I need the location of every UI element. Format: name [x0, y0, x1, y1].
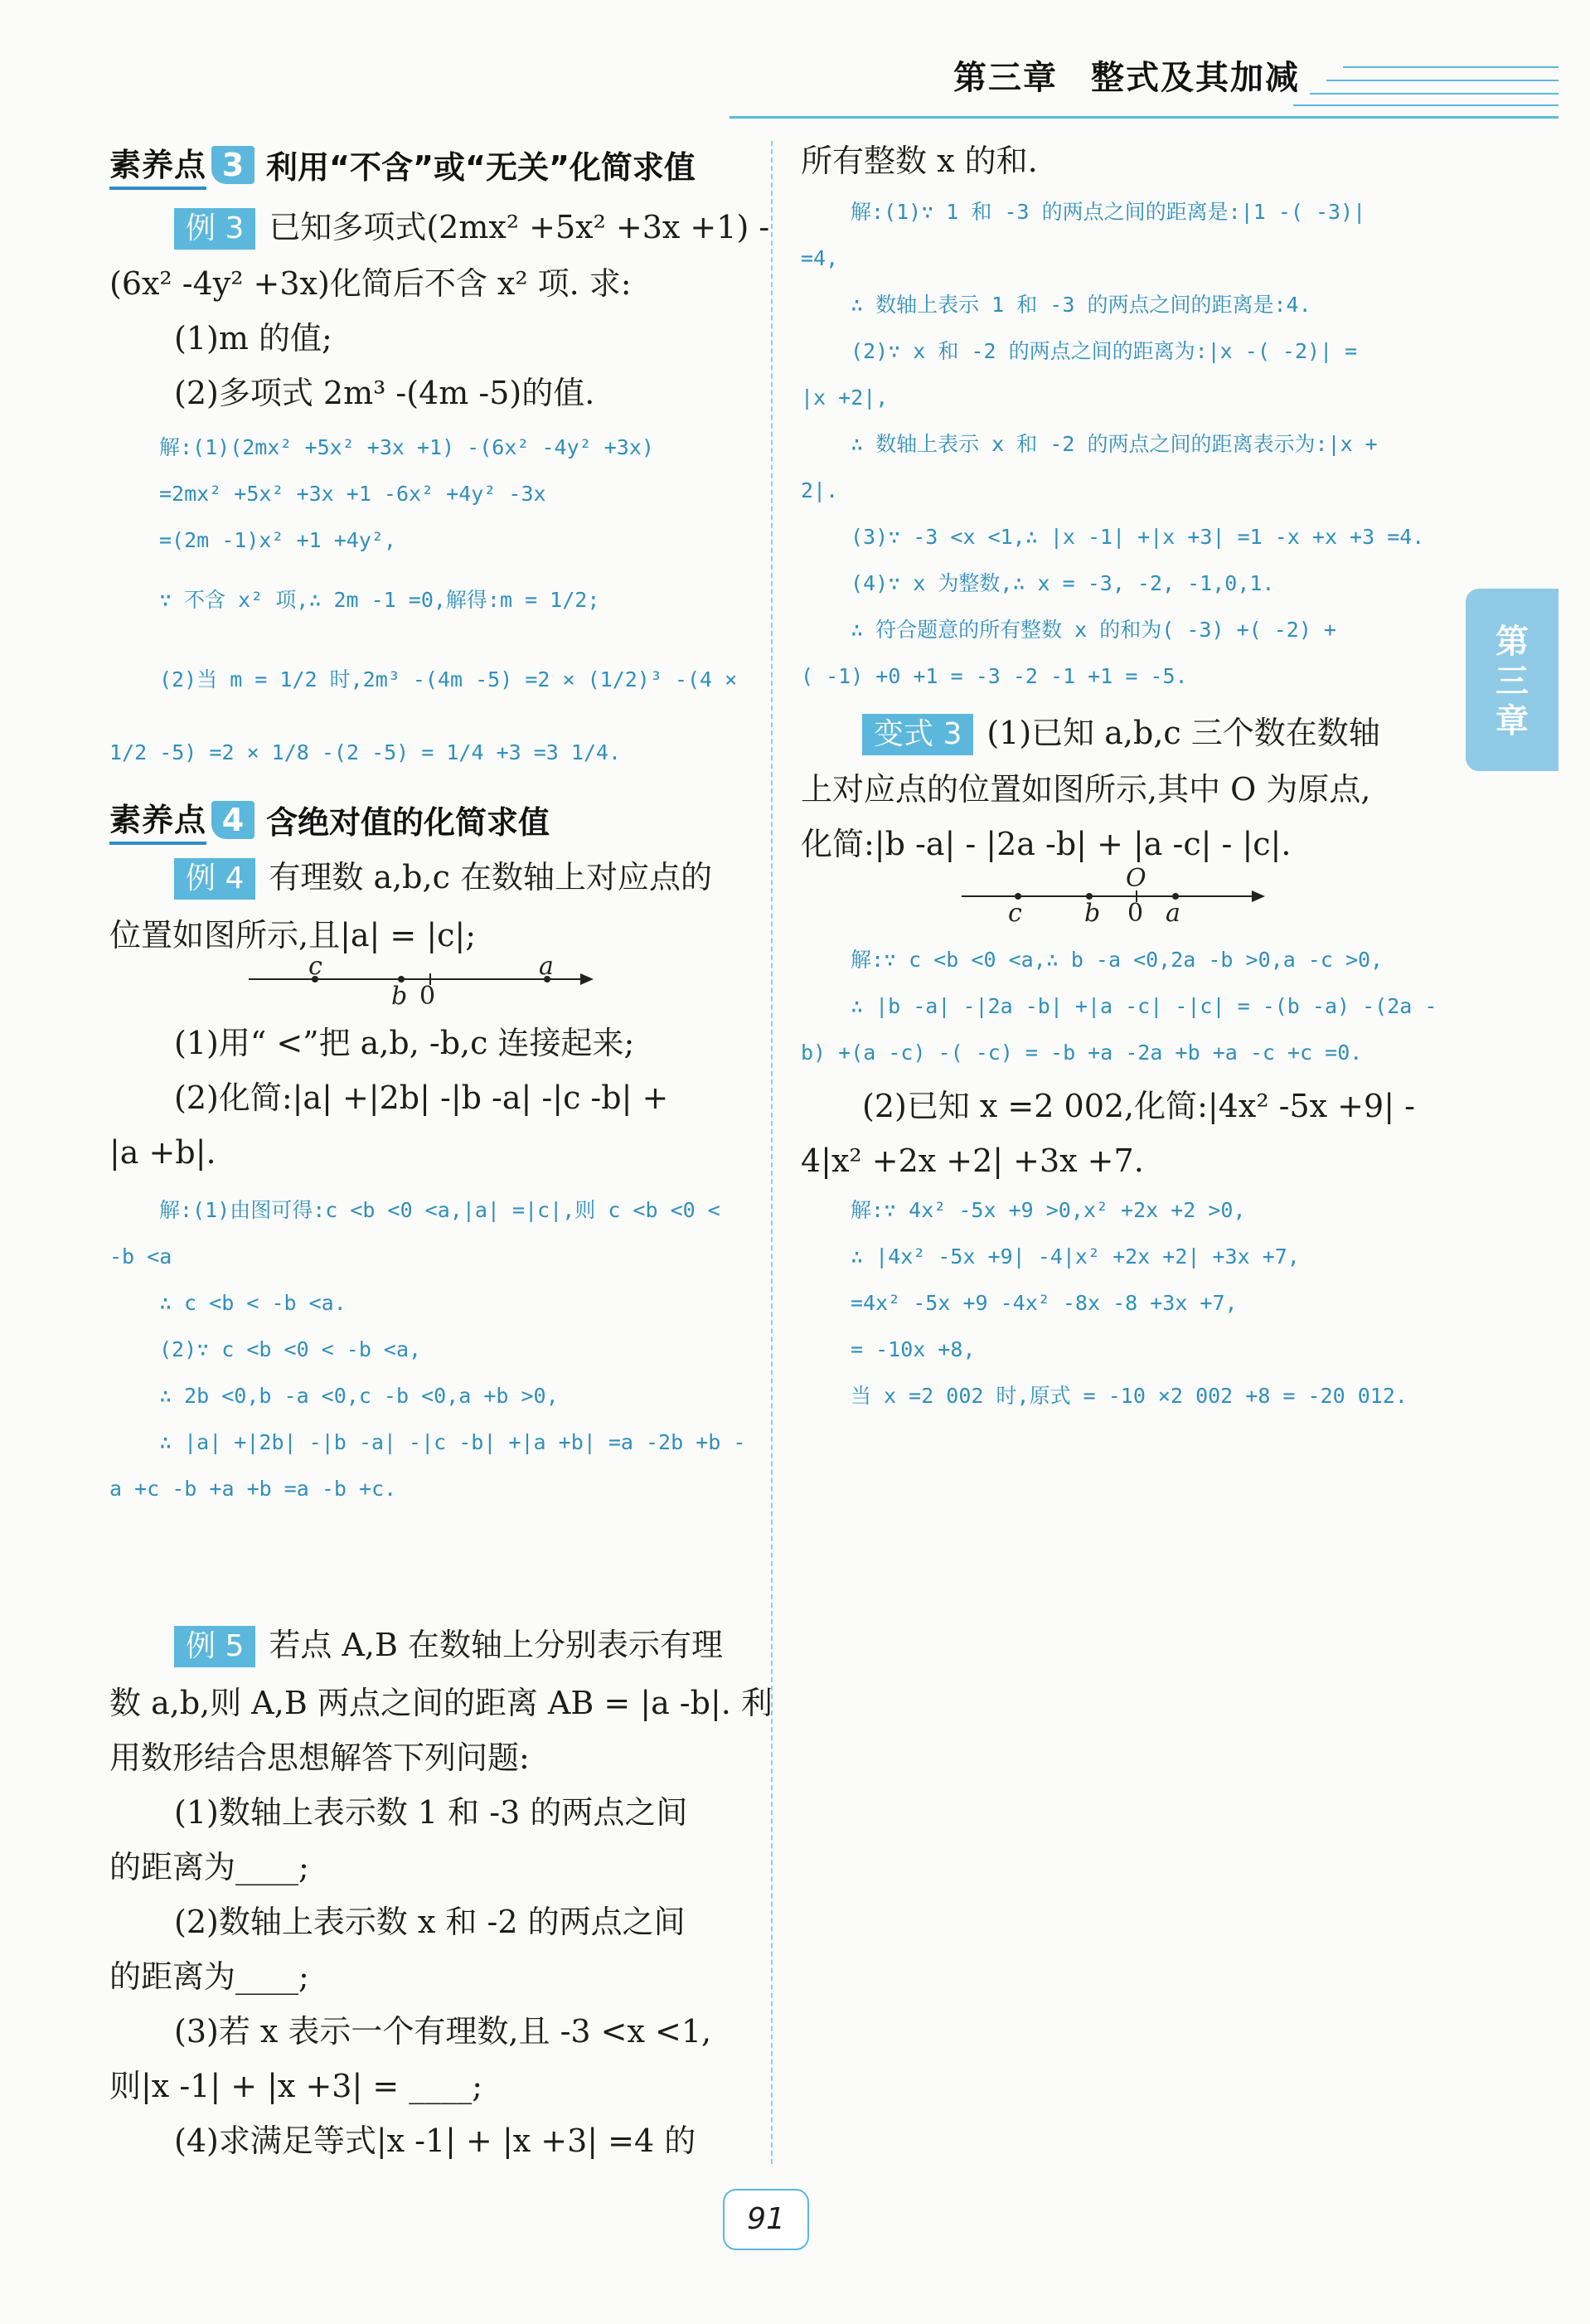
ex4-line-4: (2)化简:|a| +|2b| -|b -a| -|c -b| + — [174, 1080, 669, 1116]
chapter-header — [953, 51, 1300, 99]
section-number: 3 — [211, 146, 254, 184]
header-deco-line-4 — [1293, 104, 1558, 106]
ex4-line-1: 例 4 有理数 a,b,c 在数轴上对应点的 — [174, 849, 712, 905]
header-deco-line-2 — [1326, 80, 1558, 81]
var3-line-3: 化简:|b -a| - |2a -b| + |a -c| - |c|. — [801, 826, 1292, 862]
section-4-heading — [109, 794, 550, 845]
header-underline — [730, 116, 1558, 119]
ex4-solution-line: 解:(1)由图可得:c <b <0 <a,|a| =|c|,则 c <b <0 < — [159, 1198, 720, 1222]
ex5-solution-line: ∴ 数轴上表示 x 和 -2 的两点之间的距离表示为:|x + — [851, 432, 1378, 456]
example-4-label: 例 4 — [174, 858, 255, 900]
axis-arrow — [580, 973, 594, 985]
var3-line-2: 上对应点的位置如图所示,其中 O 为原点, — [801, 771, 1371, 808]
ex5-solution-line: 解:(1)∵ 1 和 -3 的两点之间的距离是:|1 -( -3)| — [851, 200, 1366, 224]
ex3-solution-line: 1/2 -5) =2 × 1/8 -(2 -5) = 1/4 +3 =3 1/4. — [109, 740, 622, 764]
ex4-solution-line: ∴ 2b <0,b -a <0,c -b <0,a +b >0, — [159, 1384, 559, 1408]
label-b: b — [1084, 899, 1101, 928]
label-zero: 0 — [1127, 899, 1144, 928]
example-3-label: 例 3 — [174, 208, 255, 250]
label-c: c — [308, 952, 322, 981]
ex4-solution-line: a +c -b +a +b =a -b +c. — [109, 1477, 397, 1501]
var3-line-1: 变式 3 (1)已知 a,b,c 三个数在数轴 — [862, 705, 1380, 761]
ex5-solution-line: (2)∵ x 和 -2 的两点之间的距离为:|x -( -2)| = — [851, 339, 1358, 363]
ex3-solution-line: =(2m -1)x² +1 +4y², — [159, 528, 396, 552]
label-b: b — [391, 982, 408, 1011]
section-3-heading — [109, 139, 696, 190]
section-title: 含绝对值的化简求值 — [266, 804, 550, 841]
section-title: 利用“不含”或“无关”化简求值 — [266, 149, 696, 186]
ex5-solution-line: ∴ 符合题意的所有整数 x 的和为( -3) +( -2) + — [851, 618, 1336, 642]
var3-solution-line: 解:∵ c <b <0 <a,∴ b -a <0,2a -b >0,a -c >0, — [851, 948, 1384, 972]
ex5-line-6: (2)数轴上表示数 x 和 -2 的两点之间 — [174, 1904, 686, 1940]
var3-part2-line-1: (2)已知 x =2 002,化简:|4x² -5x +9| - — [862, 1088, 1415, 1124]
page-number: 91 — [723, 2189, 809, 2250]
chapter-title: 整式及其加减 — [1091, 59, 1300, 97]
ex4-solution-line: -b <a — [109, 1244, 172, 1269]
axis-line — [962, 895, 1253, 897]
var3-solution2-line: 当 x =2 002 时,原式 = -10 ×2 002 +8 = -20 012. — [851, 1384, 1408, 1408]
var3-solution2-line: = -10x +8, — [851, 1337, 976, 1361]
ex4-number-line — [249, 952, 597, 1012]
header-deco-line-3 — [1310, 93, 1558, 95]
header-deco-line-1 — [1343, 66, 1558, 68]
ex4-solution-line: ∴ c <b < -b <a. — [159, 1291, 347, 1315]
var3-solution2-line: ∴ |4x² -5x +9| -4|x² +2x +2| +3x +7, — [851, 1244, 1300, 1269]
var3-number-line — [962, 864, 1277, 934]
axis-line — [249, 978, 582, 980]
ex5-line-9: 则|x -1| + |x +3| = ____; — [109, 2068, 483, 2104]
label-a: a — [539, 952, 554, 981]
ex3-solution-line: =2mx² +5x² +3x +1 -6x² +4y² -3x — [159, 482, 546, 506]
ex5-line-10: (4)求满足等式|x -1| + |x +3| =4 的 — [174, 2123, 696, 2159]
variant-3-label: 变式 3 — [862, 714, 973, 755]
ex5-solution-line: ∴ 数轴上表示 1 和 -3 的两点之间的距离是:4. — [851, 293, 1311, 317]
ex3-line-4: (2)多项式 2m³ -(4m -5)的值. — [174, 375, 595, 411]
label-c: c — [1008, 899, 1022, 928]
ex5-solution-line: (4)∵ x 为整数,∴ x = -3, -2, -1,0,1. — [851, 571, 1275, 595]
ex5-line-4: (1)数轴上表示数 1 和 -3 的两点之间 — [174, 1794, 688, 1831]
ex5-line-1: 例 5 若点 A,B 在数轴上分别表示有理 — [174, 1617, 723, 1673]
ex3-line-3: (1)m 的值; — [174, 320, 332, 357]
var3-solution-line: b) +(a -c) -( -c) = -b +a -2a +b +a -c +c =0. — [801, 1041, 1363, 1065]
label-origin: O — [1126, 864, 1146, 893]
ex3-line-1: 例 3 已知多项式(2mx² +5x² +3x +1) - — [174, 199, 769, 255]
ex5-solution-line: 2|. — [801, 478, 839, 502]
axis-arrow — [1252, 890, 1265, 902]
side-tab-label: 第三章 — [1495, 623, 1529, 740]
var3-part2-line-2: 4|x² +2x +2| +3x +7. — [801, 1143, 1144, 1179]
ex5-line-2: 数 a,b,则 A,B 两点之间的距离 AB = |a -b|. 利 — [109, 1685, 773, 1721]
ex3-solution-line: (2)当 m = 1/2 时,2m³ -(4m -5) =2 × (1/2)³ -(4 × — [159, 667, 738, 691]
section-number: 4 — [211, 801, 254, 839]
var3-solution2-line: 解:∵ 4x² -5x +9 >0,x² +2x +2 >0, — [851, 1198, 1246, 1222]
var3-solution-line: ∴ |b -a| -|2a -b| +|a -c| -|c| = -(b -a) -(2a - — [851, 994, 1437, 1018]
ex4-solution-line: (2)∵ c <b <0 < -b <a, — [159, 1337, 422, 1361]
ex4-line-3: (1)用“ <”把 a,b, -b,c 连接起来; — [174, 1025, 635, 1061]
ex5-solution-line: =4, — [801, 246, 839, 270]
ex5-solution-line: ( -1) +0 +1 = -3 -2 -1 +1 = -5. — [801, 664, 1188, 688]
var3-solution2-line: =4x² -5x +9 -4x² -8x -8 +3x +7, — [851, 1291, 1238, 1315]
chapter-side-tab — [1466, 589, 1558, 771]
ex5-solution-line: |x +2|, — [801, 386, 889, 410]
ex5-solution-line: (3)∵ -3 <x <1,∴ |x -1| +|x +3| =1 -x +x +3 =4. — [851, 525, 1425, 549]
chapter-label: 第三章 — [953, 59, 1058, 97]
ex3-line-2: (6x² -4y² +3x)化简后不含 x² 项. 求: — [109, 265, 632, 302]
ex3-solution-line: ∵ 不含 x² 项,∴ 2m -1 =0,解得:m = 1/2; — [159, 588, 600, 612]
section-label: 素养点 — [109, 139, 206, 190]
label-a: a — [1166, 899, 1180, 928]
label-zero: 0 — [419, 982, 436, 1011]
column-divider — [771, 141, 773, 2164]
ex4-line-2: 位置如图所示,且|a| = |c|; — [109, 917, 477, 953]
ex5-continuation: 所有整数 x 的和. — [801, 143, 1038, 179]
ex5-line-8: (3)若 x 表示一个有理数,且 -3 <x <1, — [174, 2013, 712, 2050]
ex4-solution-line: ∴ |a| +|2b| -|b -a| -|c -b| +|a +b| =a -2b +b - — [159, 1430, 746, 1454]
ex5-line-7: 的距离为____; — [109, 1958, 309, 1995]
example-5-label: 例 5 — [174, 1626, 255, 1667]
ex5-line-5: 的距离为____; — [109, 1849, 309, 1885]
ex4-line-5: |a +b|. — [109, 1134, 216, 1171]
ex3-solution-line: 解:(1)(2mx² +5x² +3x +1) -(6x² -4y² +3x) — [159, 435, 654, 459]
ex5-line-3: 用数形结合思想解答下列问题: — [109, 1739, 530, 1776]
section-label: 素养点 — [109, 794, 206, 845]
